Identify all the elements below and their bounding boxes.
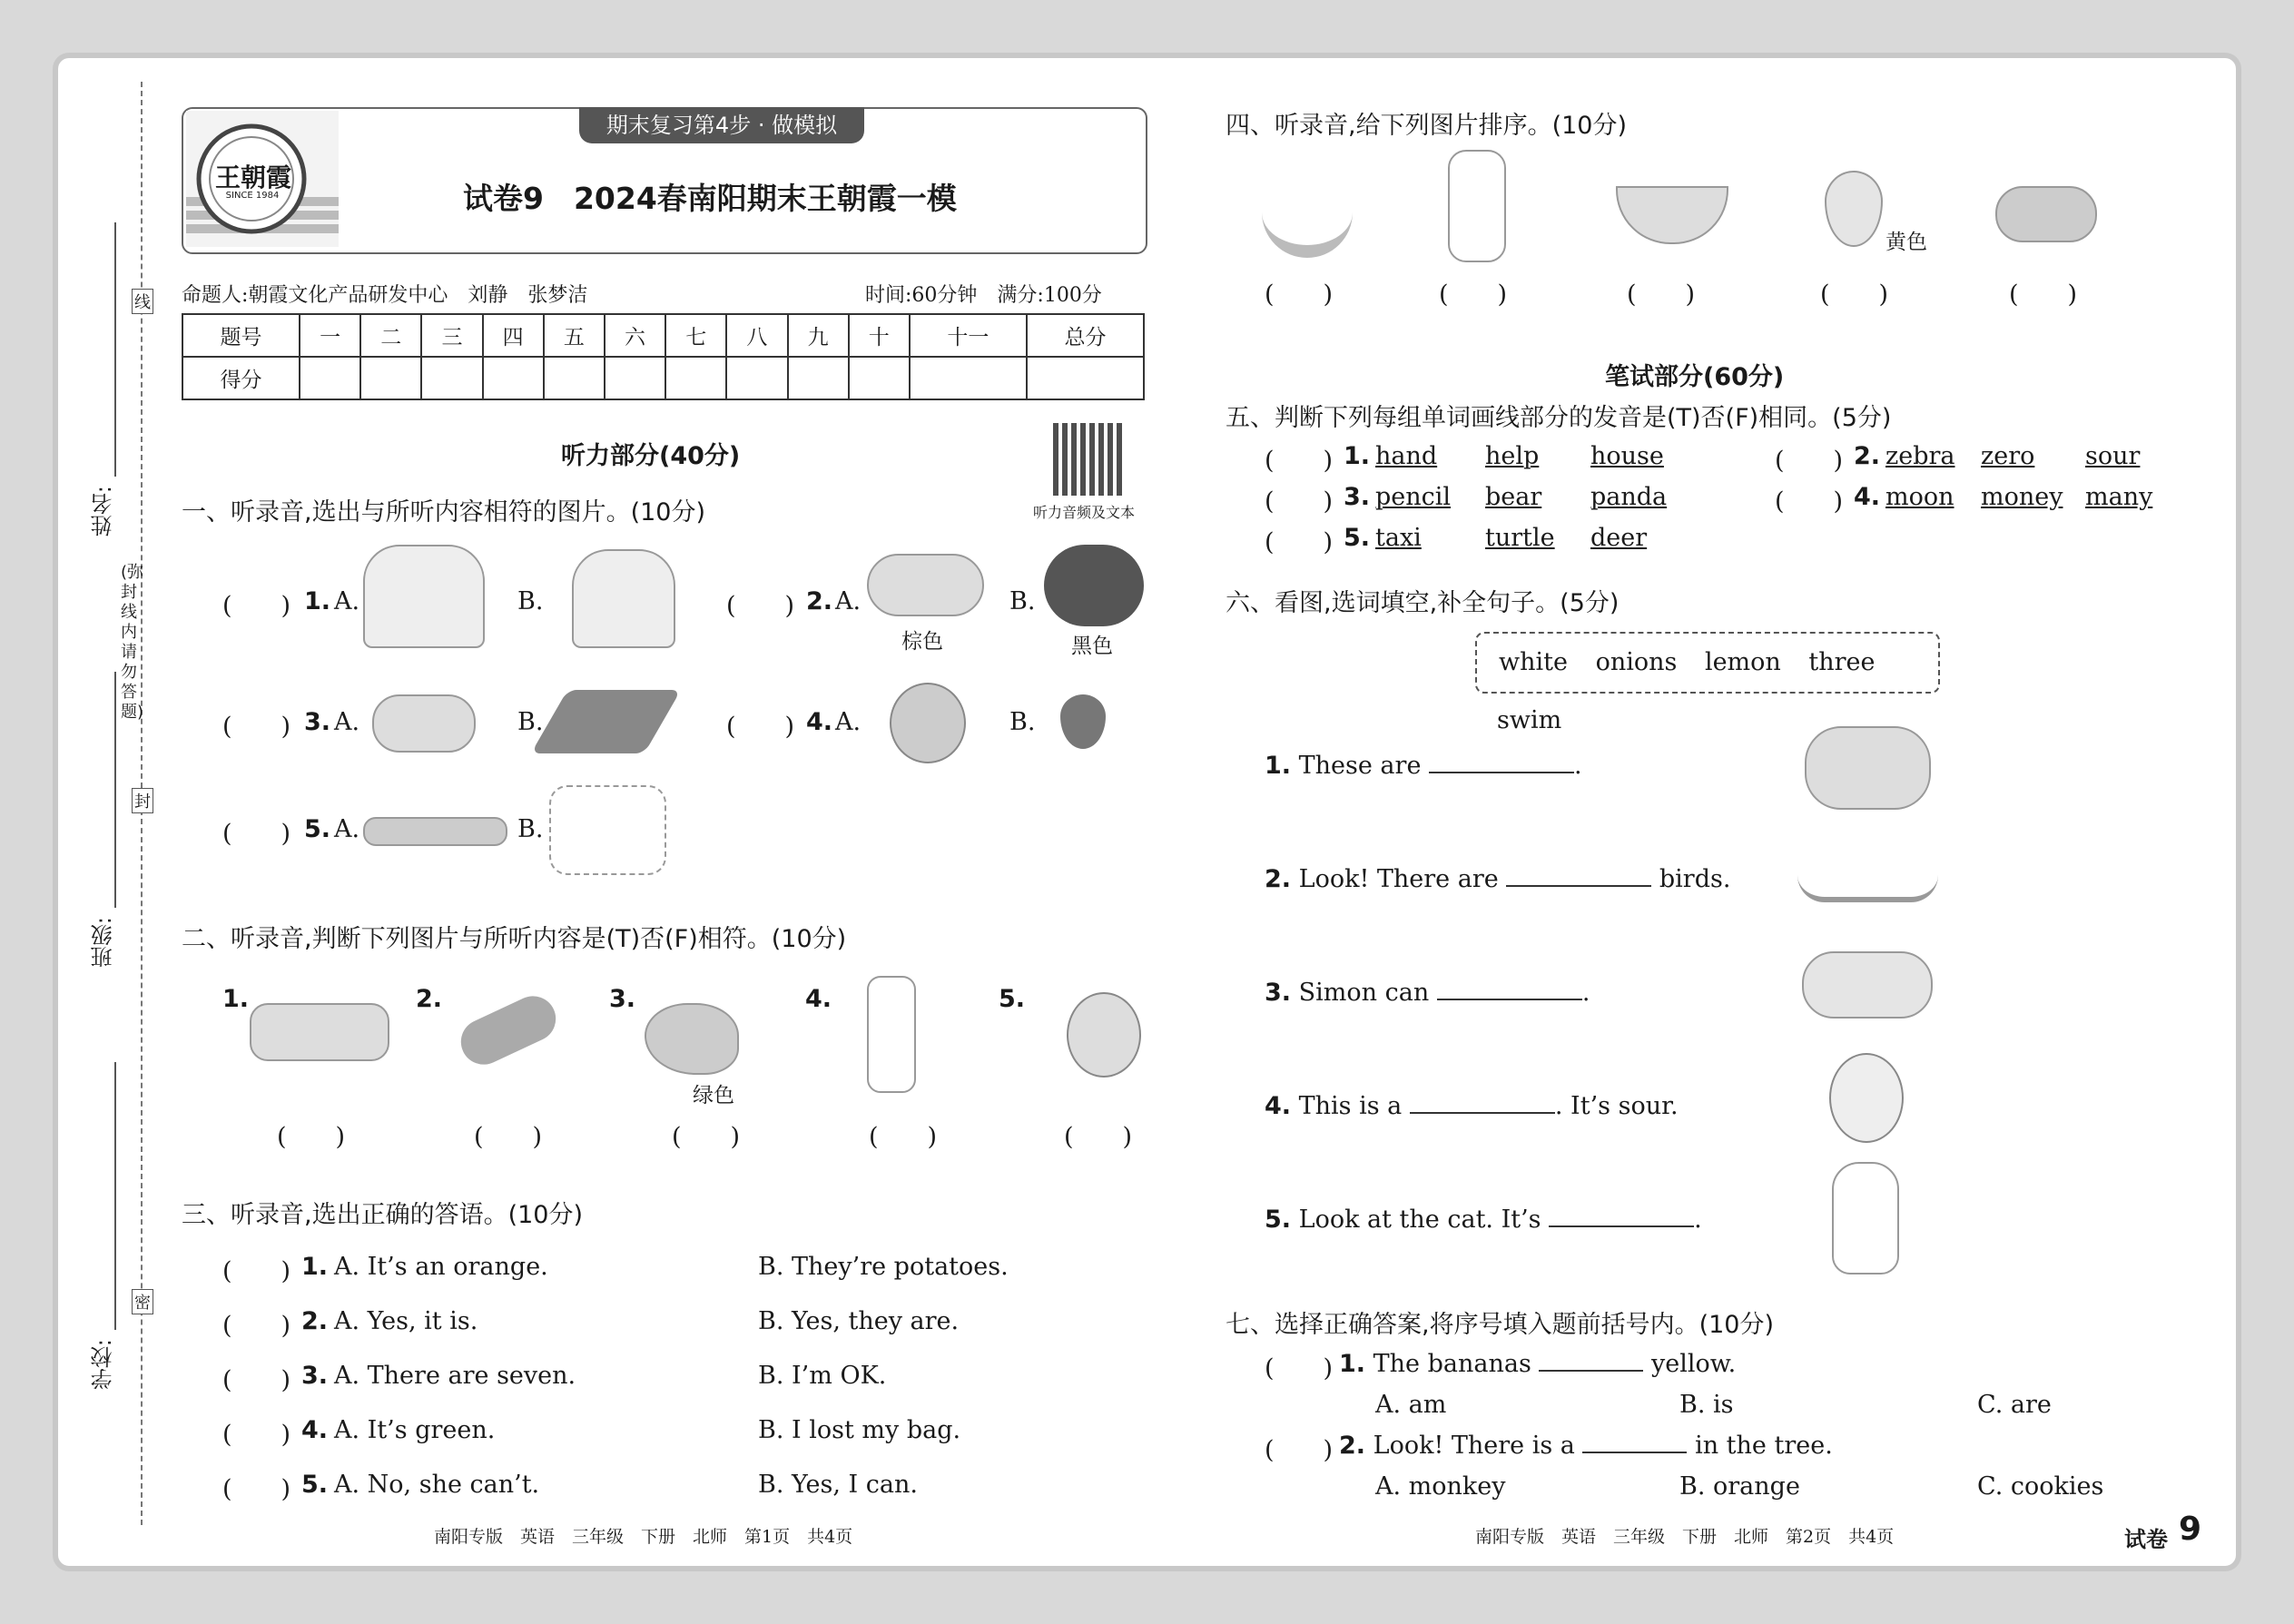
answer-paren[interactable]: ( ) (222, 1475, 291, 1503)
opt-a: A. (334, 708, 360, 736)
binding-feng: 封 (132, 788, 153, 813)
q-num: 3. (304, 708, 331, 736)
opt-b: B. (517, 815, 544, 843)
opt-b: B. I’m OK. (758, 1362, 887, 1390)
q-num: 4. (301, 1416, 329, 1444)
sentence-post: . (1694, 1206, 1702, 1234)
q-num: 1. (222, 985, 250, 1013)
word: panda (1590, 483, 1668, 511)
black-cat-icon (1044, 545, 1144, 626)
sentence-pre: Look! There are (1298, 865, 1499, 893)
option: C. are (1977, 1391, 2052, 1419)
word: deer (1590, 524, 1648, 552)
sentence-post: . (1574, 752, 1582, 780)
cell: 八 (726, 314, 787, 357)
answer-blank[interactable] (1549, 1225, 1694, 1227)
q-num: 2. (1265, 865, 1292, 893)
answer-paren[interactable]: ( ) (1775, 487, 1844, 516)
section-4-title: 四、听录音,给下列图片排序。(10分) (1226, 112, 1628, 140)
option: A. monkey (1375, 1472, 1506, 1501)
q-num: 2. (301, 1307, 329, 1335)
stem-end: yellow. (1651, 1350, 1737, 1378)
answer-blank[interactable] (1582, 1452, 1687, 1453)
q-num: 2. (1854, 442, 1881, 470)
answer-paren[interactable]: ( ) (1439, 281, 1508, 309)
answer-paren[interactable]: ( ) (1265, 447, 1334, 475)
opt-b: B. They’re potatoes. (758, 1253, 1009, 1281)
choice-item-1 (1339, 1350, 1736, 1378)
answer-blank[interactable] (1429, 772, 1574, 773)
peach-icon (1067, 992, 1141, 1078)
answer-paren[interactable]: ( ) (726, 592, 795, 620)
word: sour (2085, 442, 2141, 470)
q-num: 2. (806, 587, 833, 615)
section-2-title: 二、听录音,判断下列图片与所听内容是(T)否(F)相符。(10分) (182, 925, 847, 953)
q-num: 1. (1265, 752, 1292, 780)
binding-mi: 密 (132, 1289, 153, 1314)
score-table (182, 313, 1145, 400)
answer-blank[interactable] (1437, 999, 1582, 1000)
opt-a: A. Yes, it is. (334, 1307, 478, 1335)
cell: 六 (605, 314, 665, 357)
word: turtle (1485, 524, 1555, 552)
word: help (1485, 442, 1540, 470)
cell: 四 (483, 314, 544, 357)
section-7-title: 七、选择正确答案,将序号填入题前括号内。(10分) (1226, 1311, 1775, 1339)
q-num: 1. (301, 1253, 329, 1281)
binding-warning: (弥封线内请勿答题) (121, 563, 144, 722)
score-input[interactable] (665, 357, 726, 399)
caption-yellow: 黄色 (1885, 231, 1927, 254)
answer-blank[interactable] (1506, 885, 1651, 887)
cell: 三 (421, 314, 482, 357)
section-5-title: 五、判断下列每组单词画线部分的发音是(T)否(F)相同。(5分) (1226, 404, 1892, 432)
answer-blank[interactable] (1539, 1370, 1643, 1372)
q-num: 5. (1344, 524, 1371, 552)
q-num: 4. (806, 708, 833, 736)
sentence-pre: These are (1298, 752, 1422, 780)
time-score: 时间:60分钟 满分:100分 (865, 284, 1102, 307)
word-bank-item: onions (1595, 648, 1678, 676)
word: hand (1375, 442, 1438, 470)
answer-paren[interactable]: ( ) (1627, 281, 1696, 309)
cell: 九 (788, 314, 849, 357)
qr-note: 听力音频及文本 (1033, 504, 1136, 521)
answer-paren[interactable]: ( ) (1265, 528, 1334, 556)
monkey-tree-icon (549, 785, 666, 875)
opt-b: B. I lost my bag. (758, 1416, 961, 1444)
boy-reading-icon (363, 545, 485, 648)
caption-black: 黑色 (1071, 635, 1113, 658)
word-bank-item: three (1808, 648, 1876, 676)
answer-paren[interactable]: ( ) (222, 1366, 291, 1394)
word-bank (1475, 632, 1940, 734)
answer-paren[interactable]: ( ) (869, 1123, 938, 1151)
cell: 得分 (182, 357, 300, 399)
sentence-pre: This is a (1298, 1092, 1403, 1120)
answer-paren[interactable]: ( ) (222, 592, 291, 620)
score-input[interactable] (300, 357, 360, 399)
opt-a: A. (835, 587, 861, 615)
section-3-title: 三、听录音,选出正确的答语。(10分) (182, 1201, 584, 1229)
option: B. orange (1679, 1472, 1800, 1501)
banner: 期末复习第4步 · 做模拟 (579, 107, 864, 143)
logo-since: SINCE 1984 (225, 191, 280, 201)
score-input[interactable] (788, 357, 849, 399)
page-badge-number: 9 (2179, 1511, 2202, 1548)
class-label: 班级: (91, 917, 116, 969)
q-num: 4. (1854, 483, 1881, 511)
score-input[interactable] (483, 357, 544, 399)
fill-item-1 (1265, 752, 1582, 780)
score-input[interactable] (849, 357, 910, 399)
score-value-row (182, 357, 1144, 399)
section-6-title: 六、看图,选词填空,补全句子。(5分) (1226, 589, 1620, 617)
stem-end: in the tree. (1695, 1432, 1833, 1460)
score-input[interactable] (544, 357, 605, 399)
word: taxi (1375, 524, 1422, 552)
answer-paren[interactable]: ( ) (1775, 447, 1844, 475)
answer-paren[interactable]: ( ) (2009, 281, 2078, 309)
page-title: 试卷9 2024春南阳期末王朝霞一模 (463, 181, 957, 216)
onions-icon (1805, 726, 1931, 810)
page-badge-label: 试卷 (2124, 1527, 2168, 1552)
fill-item-3 (1265, 979, 1590, 1007)
answer-paren[interactable]: ( ) (726, 713, 795, 741)
q-num: 5. (301, 1471, 329, 1499)
cell: 一 (300, 314, 360, 357)
q-num: 1. (304, 587, 331, 615)
fill-item-2 (1265, 865, 1730, 893)
opt-a: A. It’s green. (334, 1416, 496, 1444)
q-num: 2. (1339, 1432, 1366, 1460)
q-num: 5. (999, 985, 1026, 1013)
score-input[interactable] (910, 357, 1027, 399)
school-line (114, 1062, 116, 1330)
answer-paren[interactable]: ( ) (1265, 487, 1334, 516)
score-header-row (182, 314, 1144, 357)
answer-paren[interactable]: ( ) (222, 820, 291, 848)
word-bank-item: swim (1497, 706, 1562, 734)
q-num: 4. (805, 985, 832, 1013)
answer-paren[interactable]: ( ) (672, 1123, 741, 1151)
girl-jumping-icon (1448, 150, 1506, 262)
answer-paren[interactable]: ( ) (222, 1421, 291, 1449)
word-bank-item: lemon (1704, 648, 1781, 676)
q-num: 3. (301, 1362, 329, 1390)
stem: Look! There is a (1373, 1432, 1575, 1460)
cell: 二 (360, 314, 421, 357)
brown-cat-icon (867, 554, 984, 616)
q-num: 4. (1265, 1092, 1292, 1120)
score-input[interactable] (1027, 357, 1144, 399)
cell: 题号 (182, 314, 300, 357)
cell: 十 (849, 314, 910, 357)
opt-a: A. (334, 587, 360, 615)
name-line (114, 222, 116, 477)
word: house (1590, 442, 1664, 470)
footer-left: 南阳专版 英语 三年级 下册 北师 第1页 共4页 (434, 1527, 853, 1547)
q-num: 1. (1339, 1350, 1366, 1378)
cell: 十一 (910, 314, 1027, 357)
crocodile-icon (363, 817, 507, 846)
answer-paren[interactable]: ( ) (277, 1123, 346, 1151)
score-input[interactable] (726, 357, 787, 399)
q-num: 1. (1344, 442, 1371, 470)
opt-a: A. (835, 708, 861, 736)
q-num: 3. (1265, 979, 1292, 1007)
fill-item-4 (1265, 1092, 1679, 1120)
answer-paren[interactable]: ( ) (1265, 1354, 1334, 1383)
orange-icon (890, 683, 966, 763)
eggs-icon (250, 1003, 389, 1061)
answer-paren[interactable]: ( ) (222, 713, 291, 741)
opt-b: B. (517, 587, 544, 615)
potatoes-icon (1995, 186, 2097, 242)
answer-paren[interactable]: ( ) (222, 1257, 291, 1285)
opt-a: A. It’s an orange. (334, 1253, 548, 1281)
opt-b: B. Yes, they are. (758, 1307, 960, 1335)
listening-title: 听力部分(40分) (561, 442, 741, 470)
option: B. is (1679, 1391, 1734, 1419)
qr-code-icon[interactable] (1053, 423, 1126, 496)
opt-b: B. (517, 708, 544, 736)
logo-text: 王朝霞 (214, 162, 291, 192)
answer-blank[interactable] (1410, 1112, 1555, 1114)
q-num: 5. (1265, 1206, 1292, 1234)
cell: 五 (544, 314, 605, 357)
boy-drawing-icon (572, 549, 675, 648)
score-input[interactable] (360, 357, 421, 399)
opt-b: B. (1009, 708, 1036, 736)
opt-a: A. No, she can’t. (334, 1471, 540, 1499)
sentence-post: . (1581, 979, 1590, 1007)
cat-icon (1832, 1162, 1899, 1275)
opt-a: A. (334, 815, 360, 843)
sentence-pre: Look at the cat. It’s (1298, 1206, 1541, 1234)
choice-item-2 (1339, 1432, 1833, 1460)
binding-xian: 线 (132, 289, 153, 314)
word: bear (1485, 483, 1542, 511)
answer-paren[interactable]: ( ) (1064, 1123, 1133, 1151)
q-num: 5. (304, 815, 331, 843)
logo (186, 111, 339, 247)
opt-b: B. (1009, 587, 1036, 615)
swimmer-icon (1802, 951, 1933, 1019)
sentence-post: . It’s sour. (1554, 1092, 1679, 1120)
cell: 总分 (1027, 314, 1144, 357)
stem: The bananas (1373, 1350, 1531, 1378)
q-num: 3. (609, 985, 636, 1013)
answer-paren[interactable]: ( ) (1820, 281, 1889, 309)
answer-paren[interactable]: ( ) (1265, 281, 1334, 309)
answer-paren[interactable]: ( ) (1265, 1436, 1334, 1464)
word: zero (1981, 442, 2035, 470)
section-1-title: 一、听录音,选出与所听内容相符的图片。(10分) (182, 498, 706, 527)
opt-a: A. There are seven. (334, 1362, 576, 1390)
class-line (114, 672, 116, 908)
school-label: 学校: (91, 1339, 116, 1391)
word: zebra (1885, 442, 1955, 470)
word: moon (1885, 483, 1954, 511)
word: pencil (1375, 483, 1452, 511)
birds-branch-icon (1797, 842, 1938, 902)
q-num: 3. (1344, 483, 1371, 511)
mushrooms-icon (372, 694, 476, 753)
score-input[interactable] (605, 357, 665, 399)
q-num: 2. (416, 985, 443, 1013)
sentence-post: birds. (1659, 865, 1731, 893)
score-input[interactable] (421, 357, 482, 399)
caption-green: 绿色 (693, 1084, 734, 1107)
name-label: 姓名: (91, 486, 116, 537)
answer-paren[interactable]: ( ) (222, 1312, 291, 1340)
cell: 七 (665, 314, 726, 357)
dancing-robot-icon (867, 976, 916, 1093)
opt-b: B. Yes, I can. (758, 1471, 918, 1499)
word-bank-item: white (1499, 648, 1568, 676)
word: money (1981, 483, 2063, 511)
fill-item-5 (1265, 1206, 1702, 1234)
written-title: 笔试部分(60分) (1605, 363, 1785, 391)
footer-right: 南阳专版 英语 三年级 下册 北师 第2页 共4页 (1475, 1527, 1895, 1547)
setters: 命题人:朝霞文化产品研发中心 刘静 张梦洁 (182, 284, 588, 307)
word: many (2085, 483, 2153, 511)
sentence-pre: Simon can (1298, 979, 1430, 1007)
option: C. cookies (1977, 1472, 2104, 1501)
caption-brown: 棕色 (901, 630, 943, 654)
lemon-icon (1829, 1053, 1904, 1143)
answer-paren[interactable]: ( ) (474, 1123, 543, 1151)
option: A. am (1375, 1391, 1447, 1419)
